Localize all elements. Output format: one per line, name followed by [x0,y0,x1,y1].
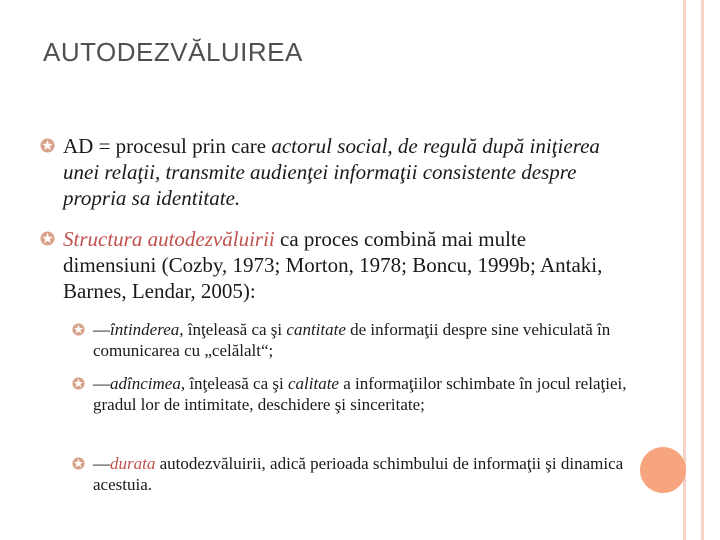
star-wheel-icon [72,457,85,470]
structure-term: Structura autodezvăluirii [63,227,275,251]
mid: înţeleasă ca şi [183,320,287,339]
bullet-prefix: AD = procesul prin care [63,134,272,158]
dash: — [93,320,110,339]
term2: cantitate [286,320,346,339]
sub-bullet-depth [72,373,632,415]
bullet-structure [40,226,612,304]
bullet-text [63,133,612,211]
bullet-definition [40,133,612,211]
structure-rest: ca proces combină mai multe dimensiuni (Cozby, 1973; Morton, 1978; Boncu, 1999b; Antaki, Barnes, Lendar, 2005): [63,227,603,303]
decorative-circle [640,447,686,493]
sub-bullet-extent [72,319,632,361]
dash: — [93,374,110,393]
star-wheel-icon [40,231,55,246]
sub-bullet-text [93,453,632,495]
frame-line-right [701,0,704,540]
dash: — [93,454,110,473]
term: adîncimea, [110,374,186,393]
sub-bullet-text [93,373,632,415]
rest: a informaţiilor schimbate în jocul relaţiei, gradul lor de intimitate, deschidere şi sinceritate; [93,374,627,414]
term: întinderea, [110,320,184,339]
mid: înţeleasă ca şi [185,374,288,393]
rest: autodezvăluirii, adică perioada schimbului de informaţii şi dinamica acestuia. [93,454,624,494]
rest: de informaţii despre sine vehiculată în comunicarea cu „celălalt“; [93,320,611,360]
bullet-text [63,226,612,304]
star-wheel-icon [72,377,85,390]
sub-bullet-text [93,319,632,361]
term: durata [110,454,156,473]
star-wheel-icon [40,138,55,153]
term2: calitate [287,374,339,393]
star-wheel-icon [72,323,85,336]
sub-bullet-duration [72,453,632,495]
slide-title: AUTODEZVĂLUIREA [43,37,303,67]
definition-italic: actorul social, de regulă după iniţierea unei relaţii, transmite audienţei informaţii consistente despre propria sa identitate. [63,134,600,210]
